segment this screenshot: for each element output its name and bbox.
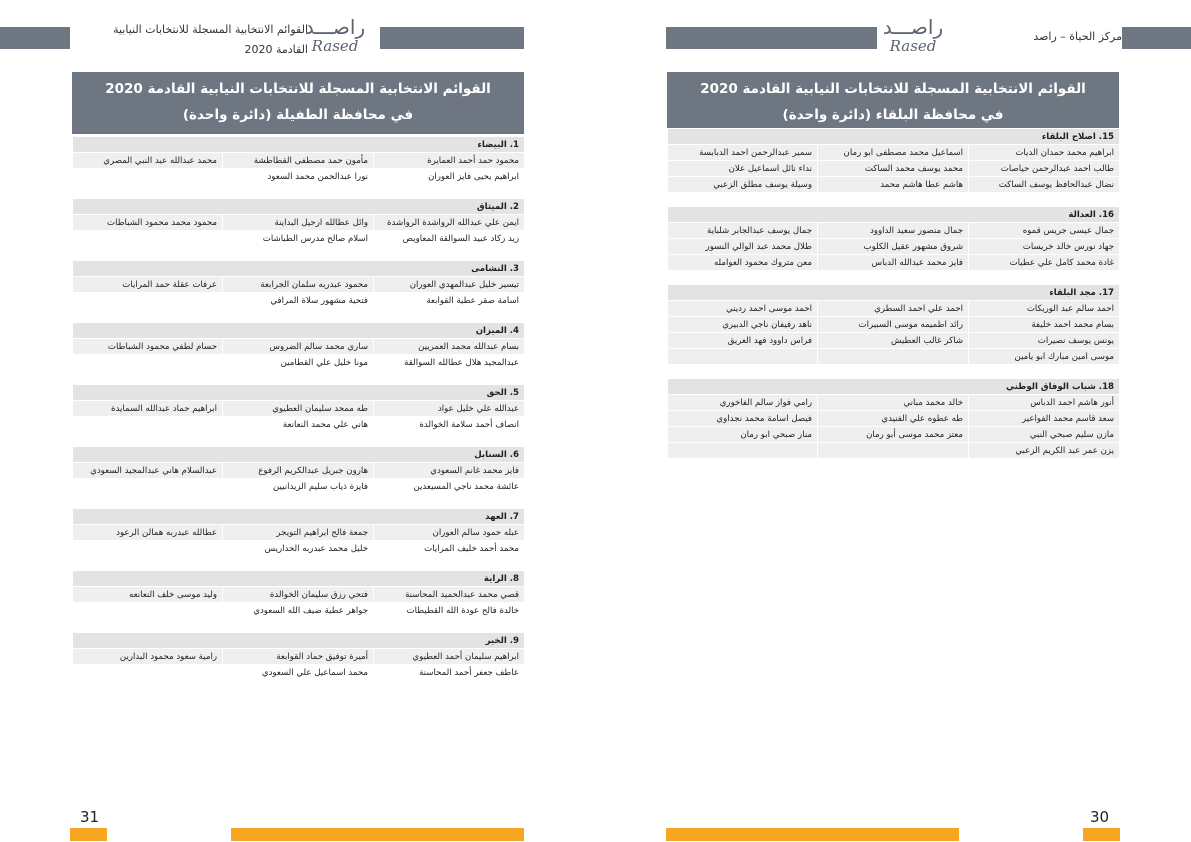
list-header-row [668,285,1120,301]
section-title-line1: القوائم الانتخابية المسجلة للانتخابات النيابية القادمة 2020 [700,81,1086,97]
candidate-row [668,223,1120,239]
candidate-row [668,349,1120,365]
page-number: 30 [1090,808,1110,826]
candidate-name-cell: طلال محمد عبد الوالي النسور [668,239,818,255]
candidate-name-cell: رامي فواز سالم الفاخوري [668,395,818,411]
candidate-name-cell: جهاد نورس خالد خريسات [969,239,1120,255]
list-name: 16. العدالة [668,207,1120,223]
candidate-name-cell: احمد موسى احمد رديني [668,301,818,317]
header-bar-left [0,27,70,49]
candidate-name-cell: أنور هاشم احمد الدباس [969,395,1120,411]
candidate-name-cell: انصاف أحمد سلامة الخوالدة [374,417,525,433]
candidate-name-cell: خالدة فالح عودة الله القطيطات [374,603,525,619]
candidate-name-cell: وائل عطالله ارحيل البداينة [223,215,374,231]
candidate-name-cell: عرفات عقلة حمد المرايات [73,277,223,293]
candidate-row [668,427,1120,443]
candidate-name-cell: عبدالله علي خليل عواد [374,401,525,417]
left-page [0,0,595,842]
candidate-name-cell: موسى امين مبارك ابو يامين [969,349,1120,365]
candidate-name-cell: فتحي رزق سليمان الخوالدة [223,587,374,603]
candidate-name-cell: تيسير خليل عبدالمهدي العوران [374,277,525,293]
list-header-row [73,633,525,649]
candidate-name-cell: فراس داوود فهد العريق [668,333,818,349]
list-header-row [73,385,525,401]
list-spacer [73,433,525,447]
candidate-name-cell: فايزة ذياب سليم الزيدانيين [223,479,374,495]
candidate-name-cell: ناهد رفيفان ناجي الدبيري [668,317,818,333]
candidate-name-cell: محمد أحمد خليف المرايات [374,541,525,557]
list-name: 5. الحق [73,385,525,401]
page-number: 31 [80,808,100,826]
list-spacer [668,271,1120,285]
list-header-row [73,323,525,339]
candidate-name-cell: ابراهيم يحيى فايز العوران [374,169,525,185]
electoral-lists-table-balqa [667,128,1120,459]
candidate-name-cell: جمال منصور سعيد الداوود [818,223,969,239]
spacer-cell [73,371,525,385]
section-title-line1: القوائم الانتخابية المسجلة للانتخابات النيابية القادمة 2020 [105,81,491,97]
candidate-name-cell [73,231,223,247]
spacer-cell [73,495,525,509]
candidate-name-cell [73,293,223,309]
candidate-name-cell: عبله حمود سالم العوران [374,525,525,541]
logo-arabic-text: راصـــد [304,15,366,39]
spacer-cell [73,619,525,633]
candidate-name-cell: رائد اطميمه موسى السبيرات [818,317,969,333]
candidate-row [73,401,525,417]
candidate-name-cell [73,665,223,681]
candidate-name-cell: حسام لطفي محمود الشباطات [73,339,223,355]
logo-english-text: Rased [311,37,359,55]
candidate-name-cell: ابراهيم محمد حمدان الديات [969,145,1120,161]
candidate-name-cell: أميرة توفيق حماد القوابعة [223,649,374,665]
spacer-cell [73,247,525,261]
spacer-cell [668,193,1120,207]
candidate-name-cell: نداء نائل اسماعيل علان [668,161,818,177]
candidate-name-cell: معتز محمد موسى أبو رمان [818,427,969,443]
candidate-name-cell: عبدالمجيد هلال عطالله السوالقة [374,355,525,371]
list-name: 2. الميثاق [73,199,525,215]
list-header-row [73,137,525,153]
list-spacer [73,557,525,571]
candidate-name-cell: عطالله عبدربه همالن الرعود [73,525,223,541]
footer-bar-long [666,828,959,841]
candidate-name-cell: بسام عبدالله محمد العمريين [374,339,525,355]
candidate-row [73,603,525,619]
candidate-name-cell: ابراهيم سليمان أحمد العطيوي [374,649,525,665]
candidate-name-cell: رامية سعود محمود البدارين [73,649,223,665]
candidate-name-cell: فايز محمد عبدالله الدباس [818,255,969,271]
candidate-row [668,239,1120,255]
candidate-name-cell: نضال عبدالحافظ يوسف الساكت [969,177,1120,193]
candidate-name-cell: عاطف جعفر أحمد المحاسنة [374,665,525,681]
candidate-name-cell: منار صبحي ابو رمان [668,427,818,443]
list-spacer [73,309,525,323]
footer-bar-long [231,828,524,841]
list-header-row [668,129,1120,145]
list-header-row [73,447,525,463]
spacer-cell [73,185,525,199]
candidate-row [73,649,525,665]
section-title [667,72,1119,130]
candidate-name-cell: احمد سالم عبد الوريكات [969,301,1120,317]
list-name: 1. البيضاء [73,137,525,153]
candidate-name-cell: ابراهيم حماد عبدالله السمايدة [73,401,223,417]
list-header-row [73,261,525,277]
list-spacer [668,193,1120,207]
rased-logo [290,16,380,54]
list-name: 9. الخير [73,633,525,649]
candidate-row [73,355,525,371]
candidate-row [668,411,1120,427]
candidate-name-cell: اسلام صالح مدرس الطباشات [223,231,374,247]
list-spacer [73,619,525,633]
spacer-cell [668,365,1120,379]
candidate-row [73,215,525,231]
candidate-row [73,339,525,355]
candidate-row [73,541,525,557]
candidate-name-cell: محمد عبدالله عبد النبي المصري [73,153,223,169]
header-bar-right [1122,27,1191,49]
list-spacer [73,495,525,509]
candidate-name-cell: فيصل اسامة محمد نجداوي [668,411,818,427]
candidate-row [73,231,525,247]
candidate-name-cell: ايمن علي عبدالله الرواشدة الرواشدة [374,215,525,231]
candidate-row [73,153,525,169]
candidate-name-cell [668,349,818,365]
list-spacer [73,247,525,261]
electoral-lists-table-tafilah [72,136,525,681]
candidate-name-cell: سمير عبدالرحمن احمد الدبابسة [668,145,818,161]
candidate-row [73,587,525,603]
candidate-row [668,443,1120,459]
candidate-name-cell: محمود محمد محمود الشباطات [73,215,223,231]
list-name: 15. اصلاح البلقاء [668,129,1120,145]
candidate-name-cell: محمود عبدربه سلمان الجرابعة [223,277,374,293]
list-name: 4. الميزان [73,323,525,339]
candidate-row [73,665,525,681]
candidate-name-cell: وليد موسى خلف النعانعه [73,587,223,603]
candidate-row [73,169,525,185]
candidate-name-cell: جمعة فالح ابراهيم التويجر [223,525,374,541]
candidate-name-cell: نورا عبدالحمن محمد السعود [223,169,374,185]
candidate-name-cell: خليل محمد عبدربه الحداريس [223,541,374,557]
candidate-row [73,463,525,479]
list-header-row [73,571,525,587]
candidate-name-cell: غادة محمد كامل علي عطيات [969,255,1120,271]
candidate-row [668,255,1120,271]
header-bar-right [380,27,524,49]
candidate-name-cell: عائشة محمد ناجي المسيعدين [374,479,525,495]
candidate-name-cell: طه ممحد سليمان العطيوي [223,401,374,417]
candidate-name-cell [818,443,969,459]
candidate-row [668,177,1120,193]
candidate-name-cell: مأمون حمد مصطفى القطاطشة [223,153,374,169]
list-header-row [73,509,525,525]
candidate-name-cell: قصي محمد عبدالحميد المحاسنة [374,587,525,603]
candidate-name-cell [73,603,223,619]
list-spacer [73,371,525,385]
header-publication-title [72,20,308,60]
right-page [596,0,1191,842]
candidate-name-cell: يزن عمر عبد الكريم الزعبي [969,443,1120,459]
candidate-name-cell [668,443,818,459]
list-name: 17. مجد البلقاء [668,285,1120,301]
spacer-cell [73,557,525,571]
list-spacer [73,185,525,199]
candidate-name-cell: شاكر غالب العطيش [818,333,969,349]
spacer-cell [73,309,525,323]
candidate-name-cell [73,541,223,557]
candidate-row [668,161,1120,177]
candidate-name-cell: بسام محمد احمد خليفة [969,317,1120,333]
candidate-row [668,333,1120,349]
candidate-name-cell: معن متروك محمود العوامله [668,255,818,271]
list-name: 7. العهد [73,509,525,525]
list-header-row [668,207,1120,223]
candidate-name-cell [818,349,969,365]
candidate-name-cell [73,479,223,495]
candidate-row [73,417,525,433]
candidate-name-cell: محمود حمد أحمد العمايرة [374,153,525,169]
list-name: 6. السنابل [73,447,525,463]
candidate-row [668,395,1120,411]
candidate-name-cell: جمال يوسف عبدالجابر شلباية [668,223,818,239]
candidate-name-cell: محمد اسماعيل علي السعودي [223,665,374,681]
candidate-name-cell: ساري محمد سالم الضروس [223,339,374,355]
candidate-row [668,145,1120,161]
candidate-name-cell: سعد قاسم محمد الفواعير [969,411,1120,427]
logo-english-text: Rased [889,37,937,55]
candidate-name-cell: زيد زكاد عبيد السوالقة المعاويص [374,231,525,247]
candidate-name-cell: خالد محمد مباني [818,395,969,411]
header-title-line1: القوائم الانتخابية المسجلة للانتخابات النيابية [113,23,308,36]
list-header-row [668,379,1120,395]
header-title-line2: القادمة 2020 [244,43,308,56]
publisher-name: مركز الحياة – راصد [1033,30,1122,43]
candidate-row [73,479,525,495]
candidate-name-cell: طالب احمد عبدالرحمن حياصات [969,161,1120,177]
candidate-name-cell [73,169,223,185]
list-spacer [668,365,1120,379]
candidate-name-cell: يونس يوسف نصيرات [969,333,1120,349]
candidate-name-cell: وسيلة يوسف مطلق الزعبي [668,177,818,193]
candidate-row [73,525,525,541]
candidate-row [668,301,1120,317]
candidate-name-cell: طه عطوه علي الفنيدي [818,411,969,427]
logo-arabic-text: راصـــد [882,15,944,39]
candidate-name-cell: عبدالسلام هاني عبدالمجيد السعودي [73,463,223,479]
list-name: 18. شباب الوفاق الوطني [668,379,1120,395]
rased-logo [868,16,958,54]
candidate-name-cell: مونا خليل علي القطامين [223,355,374,371]
candidate-name-cell: جمال عيسى جريس قموه [969,223,1120,239]
candidate-name-cell [73,355,223,371]
section-title [72,72,524,134]
candidate-row [73,293,525,309]
candidate-name-cell: مازن سليم صبحي النبي [969,427,1120,443]
candidate-name-cell: فايز محمد غانم السعودي [374,463,525,479]
candidate-row [73,277,525,293]
candidate-name-cell: شروق مشهور عقيل الكلوب [818,239,969,255]
list-name: 8. الراية [73,571,525,587]
section-title-line2: في محافظة البلقاء (دائرة واحدة) [782,107,1004,123]
spacer-cell [668,271,1120,285]
candidate-name-cell [73,417,223,433]
candidate-name-cell: هارون جبريل عبدالكريم الرفوع [223,463,374,479]
header-bar-left [666,27,877,49]
candidate-name-cell: هاشم عطا هاشم محمد [818,177,969,193]
candidate-row [668,317,1120,333]
candidate-name-cell: محمد يوسف محمد الساكت [818,161,969,177]
footer-bar-short [1083,828,1120,841]
candidate-name-cell: اسامة صقر عطية القوابعة [374,293,525,309]
list-header-row [73,199,525,215]
candidate-name-cell: هاني علي محمد النعانعة [223,417,374,433]
spacer-cell [73,433,525,447]
section-title-line2: في محافظة الطفيلة (دائرة واحدة) [182,107,414,123]
candidate-name-cell: فتحية مشهور سلاة المرافي [223,293,374,309]
footer-bar-short [70,828,107,841]
candidate-name-cell: اسماعيل محمد مصطفى ابو رمان [818,145,969,161]
candidate-name-cell: احمد علي احمد السطري [818,301,969,317]
candidate-name-cell: جواهر عطية ضيف الله السعودي [223,603,374,619]
list-name: 3. النشامى [73,261,525,277]
